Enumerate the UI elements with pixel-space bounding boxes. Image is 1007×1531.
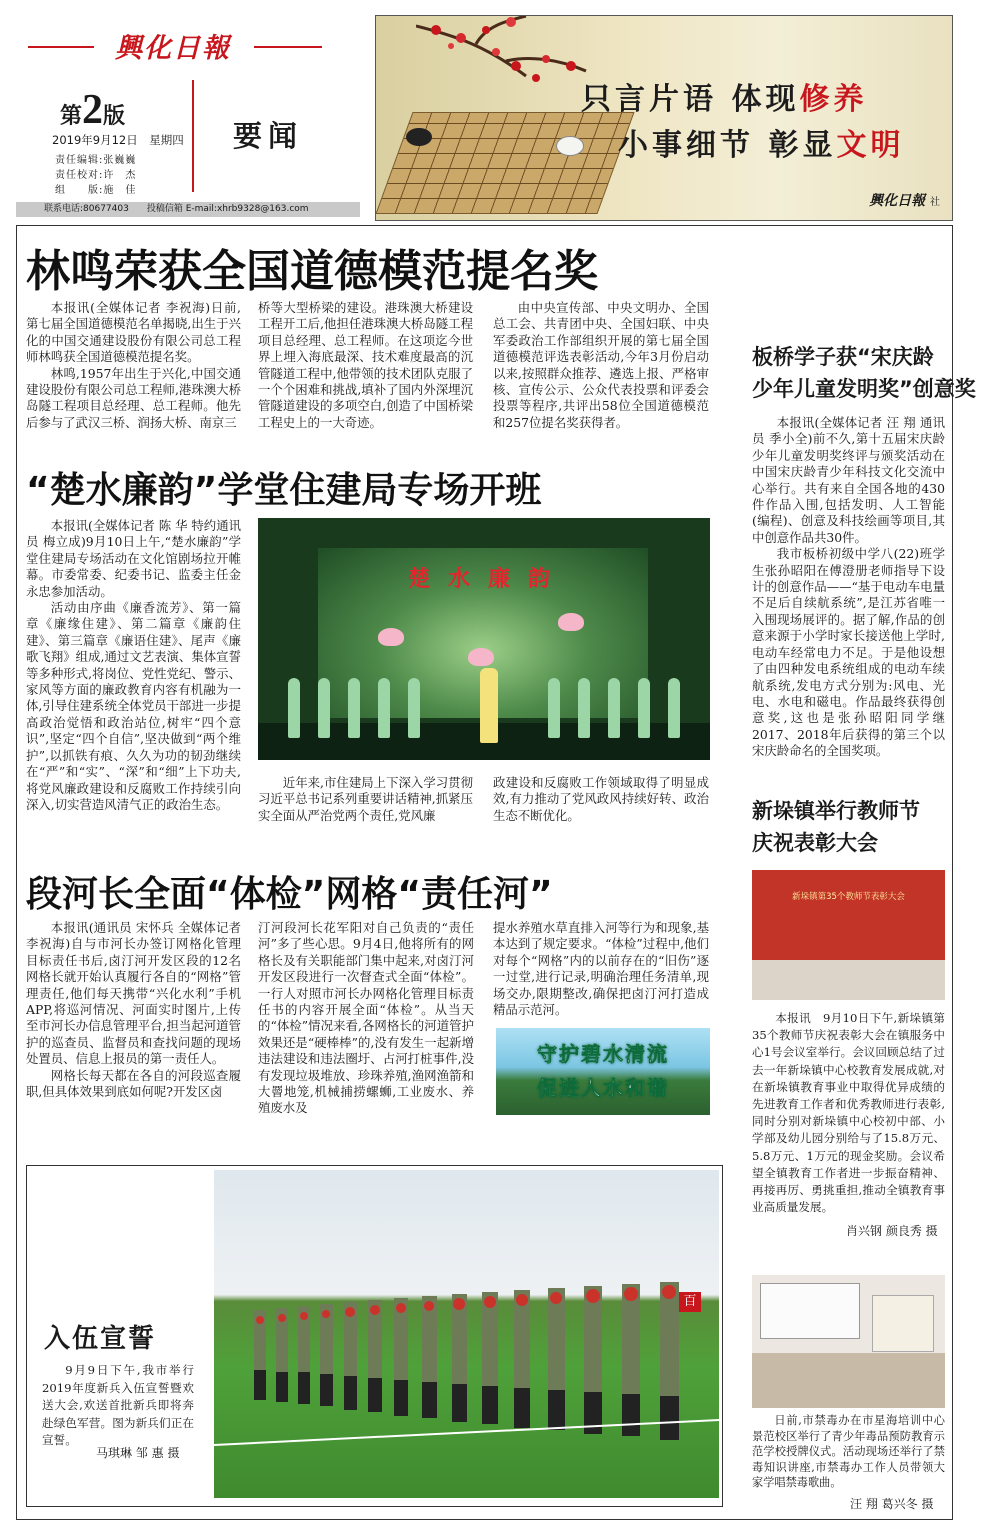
side2-body: [752, 1010, 945, 1216]
dancer: [348, 678, 360, 738]
dancer: [668, 678, 680, 738]
oath-caption: [42, 1362, 194, 1450]
banner-slogan-line2: 小事细节 彰显文明: [618, 128, 905, 163]
lecture-caption: [752, 1413, 945, 1491]
stage-backdrop: [872, 1295, 934, 1352]
lecture-caption-text: 日前,市禁毒办在市星海培训中心景范校区举行了青少年毒品预防教育示范学校授牌仪式。活动现场还举行了禁毒知识讲座,市禁毒办工作人员带领大家学唱禁毒歌曲。: [752, 1414, 945, 1490]
award-photo-banner: 新垛镇第35个教师节表彰大会: [792, 892, 905, 902]
oath-caption-text: 9月9日下午,我市举行2019年度新兵入伍宣誓暨欢送大会,欢送首批新兵即将奔赴绿色军营。图为新兵们正在宣誓。: [42, 1363, 194, 1448]
side2-photo-credit: 肖兴钢 颜良秀 摄: [846, 1224, 938, 1238]
article3-para4: 提水养殖水草直排入河等行为和现象,基本达到了规定要求。“体检”过程中,他们对每个“网格”内的以前存在的“旧伤”逐一过堂,进行记录,明确治理任务清单,现场交办,限期整改,确保把卤汀河打造成精品示范河。: [493, 920, 709, 1018]
editor-credit: 责任编辑:张巍巍: [55, 155, 137, 166]
side2-headline-line2: 庆祝表彰大会: [752, 831, 878, 855]
section-name: 要闻: [233, 119, 304, 153]
article1-col3: [493, 300, 709, 431]
masthead-divider: [192, 80, 194, 192]
article2-para4: 政建设和反腐败工作领域取得了明显成效,有力推动了党风政风持续好转、政治生态不断优化。: [493, 775, 709, 823]
lead-singer: [480, 668, 498, 743]
recruits-oath-photo: [214, 1170, 719, 1498]
side1-para1: 本报讯(全媒体记者 汪 翔 通讯员 季小全)前不久,第十五届宋庆龄少年儿童发明奖终评与颁奖活动在中国宋庆龄青少年科技文化交流中心举行。共有来自全国各地的430件作品入围,包括发明、人工智能(编程)、创意及科技绘画等项目,其中创意作品共30件。: [752, 415, 945, 545]
banner-slogan-line1: 只言片语 体现修养: [581, 82, 868, 117]
newspaper-logo: 興化日報: [115, 33, 231, 64]
go-stone-black: [406, 128, 432, 146]
teacher-award-photo: [752, 870, 945, 1000]
article1-para2: 林鸣,1957年出生于兴化,中国交通建设股份有限公司总工程师,港珠澳大桥岛隧工程项目总经理、总工程师。他先后参与了武汉三桥、润扬大桥、南京三: [26, 365, 241, 430]
oath-photo-credit: 马琪琳 邹 惠 摄: [96, 1446, 180, 1460]
article1-col2: [258, 300, 473, 431]
logo-rule-left: [28, 46, 94, 48]
lotus-flower: [468, 648, 494, 666]
slogan-line1: 守护碧水清流: [537, 1042, 669, 1066]
proofreader-credit: 责任校对:许 杰: [55, 170, 137, 181]
projection-screen: [760, 1283, 860, 1339]
lecture-photo-credit: 汪 翔 葛兴冬 摄: [850, 1497, 934, 1511]
slogan-line2: 促进人水和谐: [537, 1076, 669, 1100]
side1-headline-line2: 少年儿童发明奖”创意奖: [752, 377, 976, 401]
article3-headline: 段河长全面“体检”网格“责任河”: [26, 874, 553, 915]
layout-credit: 组 版:施 佳: [55, 185, 137, 196]
article2-col2: [258, 775, 473, 824]
article3-para2: 网格长每天都在各自的河段巡查履职,但具体效果到底如何呢?开发区卤: [26, 1067, 241, 1100]
side1-headline-line1: 板桥学子获“宋庆龄: [752, 345, 934, 369]
side1-para2: 我市板桥初级中学八(22)班学生张孙昭阳在傅澄册老师指导下设计的创意作品——“基于电动车电量不足后自续航系统”,是江苏省唯一入围现场展评的。据了解,作品的创意来源于小学时家长接送他上学时,电动车经常电力不足。于是他设想了由四种发电系统组成的电动车续航系统,发电方式分别为:风电、光电、水电和磁电。作品最终获得创意奖,这也是张孙昭阳同学继2017、2018年后获得的第三个以宋庆龄命名的全国奖项。: [752, 546, 945, 759]
water-protection-slogan: [496, 1028, 710, 1115]
dancer: [578, 678, 590, 738]
dancer: [288, 678, 300, 738]
dancer: [318, 678, 330, 738]
article2-col1: [26, 518, 241, 813]
side2-para: 本报讯 9月10日下午,新垛镇第35个教师节庆祝表彰大会在镇服务中心1号会议室举行。会议回顾总结了过去一年新垛镇中心校教育发展成就,对在新垛镇教育事业中取得优异成绩的先进教育工作者和优秀教师进行表彰,同时分别对新垛镇中心校初中部、小学部及幼儿园分别给与了15.8万元、5.8万元、1万元的现金奖励。会议希望全镇教育工作者进一步振奋精神、再接再厉、勇挑重担,推动全镇教育事业高质量发展。: [752, 1011, 945, 1215]
stadium-sign: 百: [679, 1292, 701, 1312]
banner-publisher: 興化日報 社: [869, 193, 940, 209]
go-board-illustration: [375, 112, 634, 214]
oath-headline: 入伍宣誓: [44, 1324, 157, 1354]
civility-banner: [375, 15, 953, 221]
stage-performance-photo: [258, 518, 710, 760]
issue-date: 2019年9月12日 星期四: [52, 133, 184, 147]
article3-col1: [26, 920, 241, 1100]
side2-headline-line1: 新垛镇举行教师节: [752, 799, 920, 823]
antidrug-lecture-photo: [752, 1275, 945, 1408]
article2-para2: 活动由序曲《廉香流芳》、第一篇章《廉缘住建》、第二篇章《廉韵住建》、第三篇章《廉语住建》、尾声《廉歌飞翔》组成,通过文艺表演、集体宣誓等多种形式,将岗位、党性党纪、警示、家风等方面的廉政教育内容有机融为一体,引导住建系统全体党员干部进一步提高政治觉悟和政治站位,树牢“四个意识”,坚定“四个自信”,坚决做到“两个维护”,以抓铁有痕、久久为功的韧劲继续在“严”和“实”、“深”和“细”上下功夫,将党风廉政建设和反腐败工作持续引向深入,切实营造风清气正的政治生态。: [26, 600, 241, 812]
dancer: [548, 678, 560, 738]
logo-rule-right: [254, 46, 322, 48]
lotus-flower: [558, 613, 584, 631]
lotus-flower: [378, 628, 404, 646]
article3-col3: [493, 920, 709, 1018]
audience: [752, 1353, 945, 1408]
award-recipients: [752, 960, 945, 1000]
article1-col1: [26, 300, 241, 431]
article2-headline: “楚水廉韵”学堂住建局专场开班: [26, 470, 542, 511]
dancer: [378, 678, 390, 738]
article3-para1: 本报讯(通讯员 宋怀兵 全媒体记者 李祝海)自与市河长办签订网格化管理目标责任书后,卤汀河开发区段的12名网格长就开始认真履行各自的“网格”管理责任,他们每天携带“兴化水利”手机APP,将巡河情况、河面实时图片,上传至市河长办信息管理平台,担当起河道管护的巡查员、监督员和查找问题的现场处置员、信息上报员的第一责任人。: [26, 920, 241, 1067]
edition-suffix: 版: [103, 104, 126, 129]
dancer: [408, 678, 420, 738]
go-stone-white: [556, 136, 584, 156]
edition-number: [60, 86, 125, 134]
article1-para3: 桥等大型桥梁的建设。港珠澳大桥建设工程开工后,他担任港珠澳大桥岛隧工程项目总经理、总工程师。在这项迄今世界上埋入海底最深、技术难度最高的沉管隧道工程中,他带领的技术团队克服了一个个困难和挑战,填补了国内外深埋沉管隧道建设的多项空白,创造了中国桥梁工程史上的一大奇迹。: [258, 300, 473, 430]
article1-para4: 由中央宣传部、中央文明办、全国总工会、共青团中央、全国妇联、中央军委政治工作部组织开展的第七届全国道德模范评选表彰活动,今年3月份启动以来,按照群众推荐、遴选上报、严格审核、宣传公示、公众代表投票和评委会投票等程序,共评出58位全国道德模范和257位提名奖获得者。: [493, 300, 709, 430]
dancer: [608, 678, 620, 738]
article3-col2: [258, 920, 474, 1117]
stage-backdrop-title: 楚水廉韵: [408, 566, 569, 592]
article1-para1: 本报讯(全媒体记者 李祝海)日前,第七届全国道德模范名单揭晓,出生于兴化的中国交通建设股份有限公司总工程师林鸣获全国道德模范提名奖。: [26, 300, 241, 365]
edition-num: 2: [82, 87, 104, 133]
article2-para3: 近年来,市住建局上下深入学习贯彻习近平总书记系列重要讲话精神,抓紧压实全面从严治党两个责任,党风廉: [258, 775, 473, 823]
article1-headline: 林鸣荣获全国道德模范提名奖: [26, 246, 598, 297]
dancer: [638, 678, 650, 738]
article2-para1: 本报讯(全媒体记者 陈 华 特约通讯员 梅立成)9月10日上午,“楚水廉韵”学堂住建局专场活动在文化馆剧场拉开帷幕。市委常委、纪委书记、监委主任金永忠参加活动。: [26, 518, 241, 599]
article3-para3: 汀河段河长花军阳对自己负责的“责任河”多了些心思。9月4日,他将所有的网格长及有关职能部门集中起来,对卤汀河开发区段进行一次督查式全面“体检”。一行人对照市河长办网格化管理目标责任书的内容开展全面“体检”。从当天的“体检”情况来看,各网格长的河道管护效果还是“硬棒棒”的,没有发生一起新增违法建设和违法圈圩、占河打桩事件,没有发现垃圾堆放、珍珠养殖,渔网渔箭和大罾地笼,机械捕捞螺蛳,工业废水、养殖废水及: [258, 920, 474, 1116]
contact-bar: 联系电话:80677403 投稿信箱 E-mail:xhrb9328@163.com: [16, 202, 360, 217]
article2-col3: [493, 775, 709, 824]
recruits-lines: [214, 1170, 719, 1498]
edition-prefix: 第: [60, 104, 83, 129]
side1-body: [752, 415, 945, 760]
